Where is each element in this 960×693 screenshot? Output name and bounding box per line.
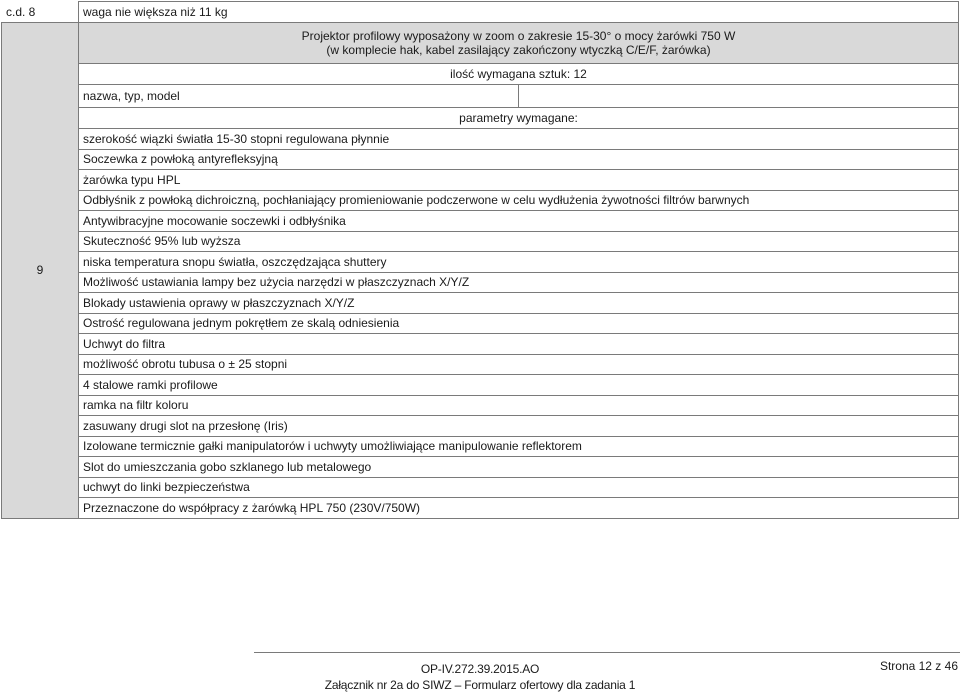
param-text: szerokość wiązki światła 15-30 stopni regulowana płynnie <box>79 129 959 150</box>
previous-item-row <box>2 2 959 23</box>
param-row <box>2 477 959 498</box>
quantity-row <box>2 64 959 85</box>
param-row <box>2 498 959 519</box>
param-row <box>2 170 959 191</box>
params-header-row <box>2 108 959 129</box>
param-text: możliwość obrotu tubusa o ± 25 stopni <box>79 354 959 375</box>
param-row <box>2 293 959 314</box>
item-title-line1: Projektor profilowy wyposażony w zoom o zakresie 15-30° o mocy żarówki 750 W <box>301 29 736 43</box>
param-row <box>2 375 959 396</box>
param-text: żarówka typu HPL <box>79 170 959 191</box>
param-text: uchwyt do linki bezpieczeństwa <box>79 477 959 498</box>
attachment-title: Załącznik nr 2a do SIWZ – Formularz ofertowy dla zadania 1 <box>324 678 636 692</box>
item-number: 9 <box>2 23 79 519</box>
param-text: Ostrość regulowana jednym pokrętłem ze skalą odniesienia <box>79 313 959 334</box>
param-row <box>2 334 959 355</box>
param-text: zasuwany drugi slot na przesłonę (Iris) <box>79 416 959 437</box>
param-row <box>2 313 959 334</box>
param-text: Odbłyśnik z powłoką dichroiczną, pochłaniający promieniowanie podczerwone w celu wydłużenia żywotności filtrów barwnych <box>79 190 959 211</box>
param-text: Slot do umieszczania gobo szklanego lub metalowego <box>79 457 959 478</box>
previous-item-text: waga nie większa niż 11 kg <box>79 2 959 23</box>
param-text: Możliwość ustawiania lampy bez użycia narzędzi w płaszczyznach X/Y/Z <box>79 272 959 293</box>
param-text: niska temperatura snopu światła, oszczędzająca shuttery <box>79 252 959 273</box>
page-footer <box>0 648 960 693</box>
params-header: parametry wymagane: <box>79 108 959 129</box>
param-row <box>2 457 959 478</box>
quantity-label: ilość wymagana sztuk: 12 <box>79 64 959 85</box>
param-text: 4 stalowe ramki profilowe <box>79 375 959 396</box>
param-text: Soczewka z powłoką antyrefleksyjną <box>79 149 959 170</box>
param-row <box>2 211 959 232</box>
param-text: Antywibracyjne mocowanie soczewki i odbłyśnika <box>79 211 959 232</box>
param-text: Blokady ustawienia oprawy w płaszczyznach X/Y/Z <box>79 293 959 314</box>
document-code: OP-IV.272.39.2015.AO <box>420 662 540 676</box>
specification-table <box>1 1 959 519</box>
name-label: nazwa, typ, model <box>79 85 519 108</box>
param-row <box>2 354 959 375</box>
name-row <box>2 85 959 108</box>
footer-rule <box>254 652 960 653</box>
item-title-line2: (w komplecie hak, kabel zasilający zakończony wtyczką C/E/F, żarówka) <box>326 43 711 57</box>
param-row <box>2 395 959 416</box>
param-row <box>2 272 959 293</box>
param-row <box>2 231 959 252</box>
param-text: Przeznaczone do współpracy z żarówką HPL 750 (230V/750W) <box>79 498 959 519</box>
page-number: Strona 12 z 46 <box>879 659 958 673</box>
param-row <box>2 436 959 457</box>
item-title-row <box>2 23 959 64</box>
param-row <box>2 149 959 170</box>
param-text: ramka na filtr koloru <box>79 395 959 416</box>
param-text: Izolowane termicznie gałki manipulatorów i uchwyty umożliwiające manipulowanie reflektorem <box>79 436 959 457</box>
param-row <box>2 129 959 150</box>
param-row <box>2 416 959 437</box>
param-row <box>2 252 959 273</box>
item-title <box>79 23 959 64</box>
previous-item-number: c.d. 8 <box>2 2 79 23</box>
param-text: Uchwyt do filtra <box>79 334 959 355</box>
name-input-cell[interactable] <box>519 85 959 108</box>
param-row <box>2 190 959 211</box>
param-text: Skuteczność 95% lub wyższa <box>79 231 959 252</box>
